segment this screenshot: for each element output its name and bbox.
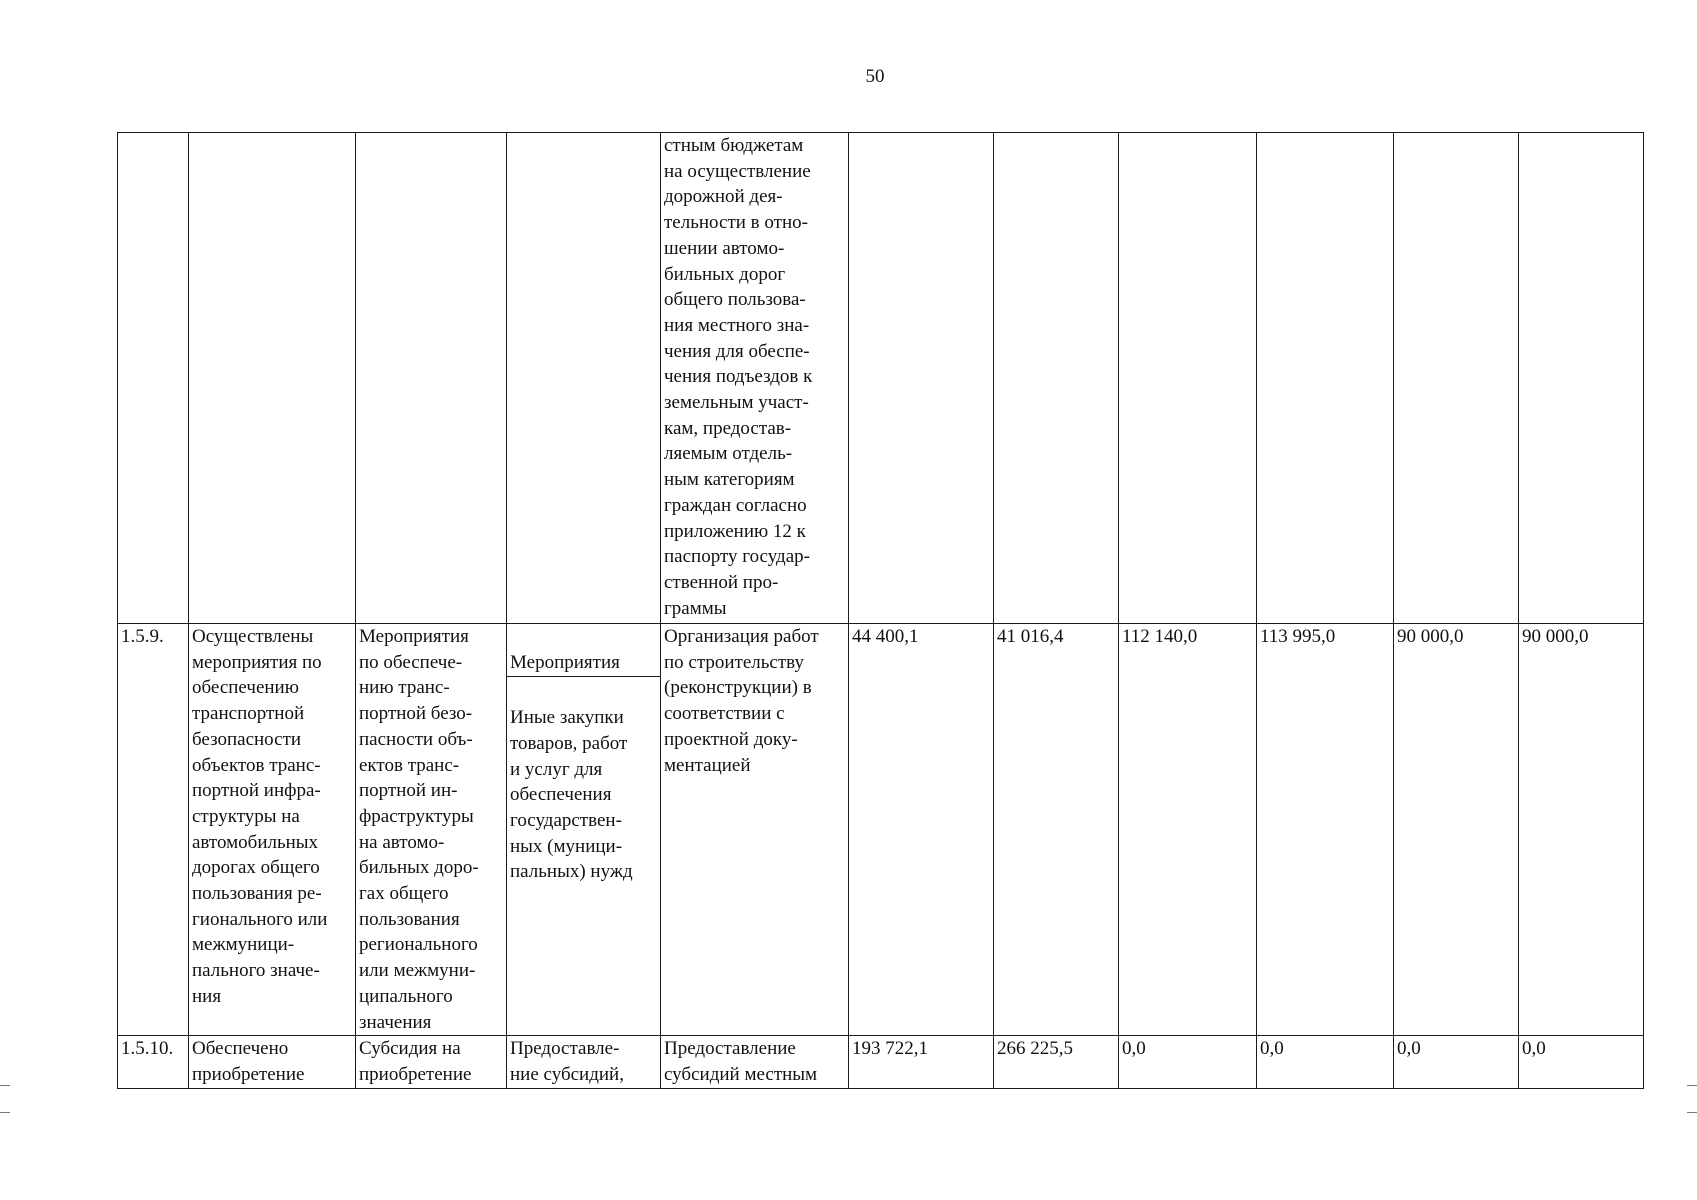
cell-num: 1.5.10. [118, 1036, 189, 1088]
cell-value-2 [994, 133, 1119, 624]
cell-value-1: 193 722,1 [849, 1036, 994, 1088]
cell-value-5 [1394, 133, 1519, 624]
cell-value-6: 90 000,0 [1519, 624, 1644, 1036]
cell-event [356, 133, 507, 624]
left-margin-mark [0, 1112, 10, 1113]
cell-type-label: Мероприятия [507, 650, 660, 678]
cell-event: Мероприятия по обеспече- нию транс- портной безо- пасности объ- ектов транс- портной ин- фраструктуры на автомо- бильных доро- гах общего пользования регионального или межмуни- ципального значения [356, 624, 507, 1036]
cell-value-3 [1119, 133, 1257, 624]
cell-type-sub: Иные закупки товаров, работ и услуг для обеспечения государствен- ных (муници- пальных) нужд [510, 707, 633, 883]
cell-event: Субсидия на приобретение [356, 1036, 507, 1088]
cell-type [507, 133, 661, 624]
cell-value-4 [1257, 133, 1394, 624]
cell-value-6: 0,0 [1519, 1036, 1644, 1088]
cell-value-1 [849, 133, 994, 624]
left-margin-mark [0, 1085, 10, 1086]
cell-result: Обеспечено приобретение [189, 1036, 356, 1088]
table-row-continuation [118, 133, 1644, 624]
cell-value-2: 266 225,5 [994, 1036, 1119, 1088]
cell-value-3: 0,0 [1119, 1036, 1257, 1088]
budget-table [117, 132, 1644, 1089]
right-margin-mark [1687, 1085, 1697, 1086]
cell-type: Предоставле- ние субсидий, [507, 1036, 661, 1088]
cell-value-1: 44 400,1 [849, 624, 994, 1036]
cell-value-4: 0,0 [1257, 1036, 1394, 1088]
cell-type [507, 624, 661, 1036]
table-row-1-5-9 [118, 624, 1644, 1036]
cell-value-5: 90 000,0 [1394, 624, 1519, 1036]
cell-value-3: 112 140,0 [1119, 624, 1257, 1036]
cell-num [118, 133, 189, 624]
table-row-1-5-10 [118, 1036, 1644, 1088]
cell-description: Организация работ по строительству (реконструкции) в соответствии с проектной доку- ментацией [661, 624, 849, 1036]
cell-value-2: 41 016,4 [994, 624, 1119, 1036]
page-number: 50 [865, 66, 885, 87]
cell-num: 1.5.9. [118, 624, 189, 1036]
cell-value-5: 0,0 [1394, 1036, 1519, 1088]
cell-description: Предоставление субсидий местным [661, 1036, 849, 1088]
cell-result [189, 133, 356, 624]
right-margin-mark [1687, 1112, 1697, 1113]
cell-result: Осуществлены мероприятия по обеспечению транспортной безопасности объектов транс- портной инфра- структуры на автомобильных дорогах общего пользования ре- гионального или межмуници- пального значе- ния [189, 624, 356, 1036]
cell-value-4: 113 995,0 [1257, 624, 1394, 1036]
cell-value-6 [1519, 133, 1644, 624]
cell-description: стным бюджетам на осуществление дорожной дея- тельности в отно- шении автомо- бильных дорог общего пользова- ния местного зна- чения для обеспе- чения подъездов к земельным участ- кам, предостав- ляемым отдель- ным категориям граждан согласно приложению 12 к паспорту государ- ственной про- граммы [661, 133, 849, 624]
